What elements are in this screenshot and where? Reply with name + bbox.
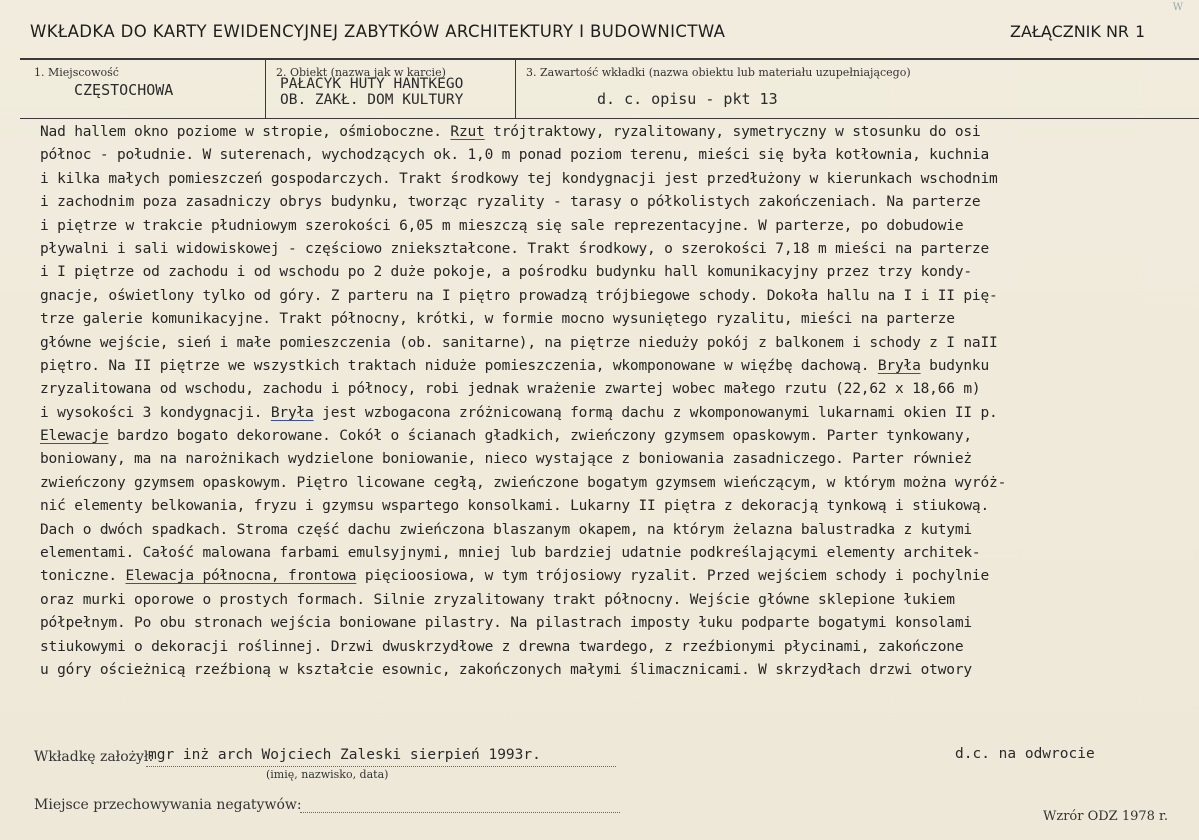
field-divider-2	[515, 58, 516, 118]
description-line: zryzalitowana od wschodu, zachodu i północy, robi jednak wrażenie zwartej wobec małego rzutu (22,62 x 18,66 m)	[40, 381, 981, 398]
fields-rule	[20, 118, 1199, 119]
form-reference: Wzrór ODZ 1978 r.	[1043, 809, 1168, 824]
field-contents-label: 3. Zawartość wkładki (nazwa obiektu lub materiału uzupełniającego)	[526, 66, 911, 79]
description-line: gnacje, oświetlony tylko od góry. Z parteru na I piętro prowadzą trójbiegowe schody. Dokoła hallu na I i II pię-	[40, 287, 998, 304]
author-dotline	[146, 766, 616, 767]
appendix-number: 1	[1135, 22, 1145, 41]
appendix-label	[1010, 22, 1145, 41]
description-line: stiukowymi o dekoracji roślinnej. Drzwi dwuskrzydłowe z drewna twardego, z rzeźbionymi płycinami, zakończone	[40, 638, 964, 655]
field-object-line-1: PAŁACYK HUTY HANTKEGO	[280, 76, 464, 92]
description-line: Dach o dwóch spadkach. Stroma część dachu zwieńczona blaszanym okapem, na którym żelazna balustradka z kutymi	[40, 521, 972, 538]
description-line: Nad hallem okno poziome w stropie, ośmioboczne. Rzut trójtraktowy, ryzalitowany, symetryczny w stosunku do osi	[40, 124, 981, 140]
continued-note: d.c. na odwrocie	[955, 746, 1095, 762]
description-line: Elewacje bardzo bogato dekorowane. Cokół o ścianach gładkich, zwieńczony gzymsem opaskowym. Parter tynkowany,	[40, 428, 972, 445]
negatives-dotline	[300, 812, 620, 813]
description-line: elementami. Całość malowana farbami emulsyjnymi, mniej lub bardziej udatnie podkreślającymi elementy architek-	[40, 545, 981, 562]
description-line: oraz murki oporowe o prostych formach. Silnie zryzalitowany trakt północny. Wejście główne sklepione łukiem	[40, 591, 955, 608]
corner-mark: W	[1172, 2, 1183, 13]
field-object-label: 2. Obiekt (nazwa jak w karcie)	[276, 66, 446, 79]
description-line: boniowany, ma na narożnikach wydzielone boniowanie, nieco wystające z boniowania zasadniczego. Parter również	[40, 451, 972, 468]
author-label: Wkładkę założył:	[34, 749, 154, 765]
description-line: i kilka małych pomieszczeń gospodarczych. Trakt środkowy tej kondygnacji jest przedłużony w kierunkach wschodnim	[40, 170, 998, 187]
description-line: piętro. Na II piętrze we wszystkich traktach niduże pomieszczenia, wkomponowane w więźbę dachową. Bryła budynku	[40, 357, 990, 374]
field-object-line-2: OB. ZAKŁ. DOM KULTURY	[280, 92, 464, 108]
negatives-label: Miejsce przechowywania negatywów:	[34, 797, 302, 813]
description-line: północ - południe. W suterenach, wychodzących ok. 1,0 m ponad poziom terenu, mieści się była kotłownia, kuchnia	[40, 147, 990, 164]
description-line: pływalni i sali widowiskowej - częściowo zniekształcone. Trakt środkowy, o szerokości 7,18 m mieści na parterze	[40, 240, 990, 257]
card-title: WKŁADKA DO KARTY EWIDENCYJNEJ ZABYTKÓW ARCHITEKTURY I BUDOWNICTWA	[30, 22, 726, 41]
appendix-text: ZAŁĄCZNIK NR	[1010, 22, 1130, 41]
description-line: trze galerie komunikacyjne. Trakt północny, krótki, w formie mocno wysuniętego ryzalitu, mieści na parterze	[40, 311, 955, 328]
field-contents-value: d. c. opisu - pkt 13	[597, 90, 778, 108]
description-line: nić elementy belkowania, fryzu i gzymsu wspartego konsolkami. Lukarny II piętra z dekoracją tynkową i stiukową.	[40, 498, 990, 515]
description-line: u góry ościeżnicą rzeźbioną w kształcie esownic, zakończonych małymi ślimacznicami. W skrzydłach drzwi otwory	[40, 661, 972, 678]
field-object-value	[280, 76, 463, 108]
author-value: mgr inż arch Wojciech Zaleski sierpień 1993r.	[148, 747, 541, 763]
description-line: główne wejście, sień i małe pomieszczenia (ob. sanitarne), na piętrze nieduży pokój z balkonem i schody z I naII	[40, 334, 998, 351]
description-line: półpełnym. Po obu stronach wejścia boniowane pilastry. Na pilastrach imposty łuku podparte bogatymi konsolami	[40, 615, 972, 632]
description-line: zwieńczony gzymsem opaskowym. Piętro licowane cegłą, zwieńczone bogatym gzymsem wieńczącym, w którym można wyróż-	[40, 474, 1007, 491]
description-line: i wysokości 3 kondygnacji. Bryła jest wzbogacona zróżnicowaną formą dachu z wkomponowanymi lukarnami okien II p.	[40, 404, 998, 421]
description-line: i zachodnim poza zasadniczy obrys budynku, tworząc ryzality - tarasy o półkolistych zakończeniach. Na parterze	[40, 194, 981, 211]
field-location-value: CZĘSTOCHOWA	[74, 81, 174, 99]
header-rule	[20, 58, 1199, 60]
field-divider-1	[265, 58, 266, 118]
author-hint: (imię, nazwisko, data)	[266, 768, 389, 781]
description-line: toniczne. Elewacja północna, frontowa pięcioosiowa, w tym trójosiowy ryzalit. Przed wejściem schody i pochylnie	[40, 568, 990, 585]
field-location-label: 1. Miejscowość	[34, 66, 119, 79]
description-text	[40, 121, 1190, 682]
description-line: i piętrze w trakcie płudniowym szerokości 6,05 m mieszczą się sale reprezentacyjne. W parterze, po dobudowie	[40, 217, 964, 234]
description-line: i I piętrze od zachodu i od wschodu po 2 duże pokoje, a pośrodku budynku hall komunikacyjny przez trzy kondy-	[40, 264, 972, 281]
